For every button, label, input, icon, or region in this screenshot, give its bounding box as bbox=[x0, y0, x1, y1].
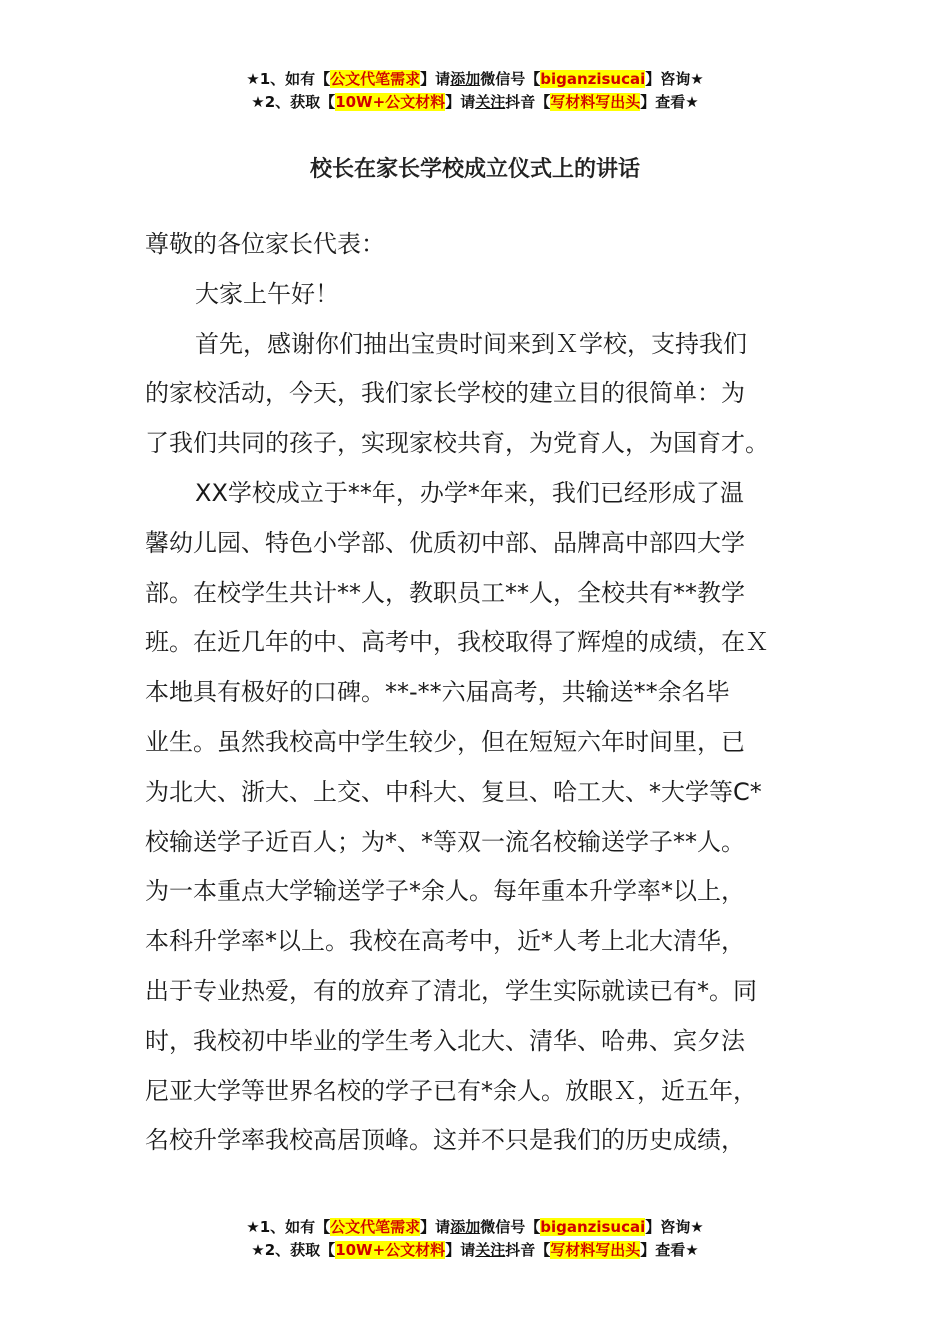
banner-underline-follow: 关注 bbox=[475, 1241, 506, 1259]
banner-line-1: ★1、如有【公文代笔需求】请添加微信号【biganzisucai】咨询★ bbox=[246, 1218, 704, 1236]
banner-highlight-service: 公文代笔需求 bbox=[330, 1218, 421, 1236]
banner-line-2: ★2、获取【10W+公文材料】请关注抖音【写材料写出头】查看★ bbox=[251, 93, 699, 111]
banner-highlight-wechat-id: biganzisucai bbox=[540, 1218, 646, 1236]
body-line: 了我们共同的孩子，实现家校共育，为党育人，为国育才。 bbox=[145, 429, 769, 458]
banner-underline-follow: 关注 bbox=[475, 93, 506, 111]
banner-highlight-wechat-id: biganzisucai bbox=[540, 70, 646, 88]
body-line: 业生。虽然我校高中学生较少，但在短短六年时间里，已 bbox=[145, 727, 745, 756]
header-banner bbox=[0, 68, 950, 114]
banner-line-2: ★2、获取【10W+公文材料】请关注抖音【写材料写出头】查看★ bbox=[251, 1241, 699, 1259]
body-line: 为一本重点大学输送学子*余人。每年重本升学率*以上， bbox=[145, 877, 745, 906]
banner-highlight-materials: 10W+公文材料 bbox=[335, 93, 446, 111]
body-line: 校输送学子近百人；为*、*等双一流名校输送学子**人。 bbox=[145, 827, 745, 856]
document-title: 校长在家长学校成立仪式上的讲话 bbox=[309, 157, 640, 182]
body-line: 出于专业热爱，有的放弃了清北，学生实际就读已有*。同 bbox=[145, 976, 757, 1005]
body-line: 部。在校学生共计**人，教职员工**人，全校共有**教学 bbox=[145, 578, 745, 607]
banner-highlight-douyin: 写材料写出头 bbox=[550, 1241, 641, 1259]
banner-highlight-douyin: 写材料写出头 bbox=[550, 93, 641, 111]
greeting: 大家上午好！ bbox=[195, 279, 339, 308]
body-line: 首先，感谢你们抽出宝贵时间来到Ｘ学校，支持我们 bbox=[195, 329, 747, 358]
banner-highlight-service: 公文代笔需求 bbox=[330, 70, 421, 88]
body-line: 为北大、浙大、上交、中科大、复旦、哈工大、*大学等C* bbox=[145, 777, 762, 806]
body-line: 馨幼儿园、特色小学部、优质初中部、品牌高中部四大学 bbox=[145, 528, 745, 557]
body-line: XX学校成立于**年，办学*年来，我们已经形成了温 bbox=[195, 478, 744, 507]
document-body bbox=[145, 220, 810, 1166]
body-line: 本科升学率*以上。我校在高考中，近*人考上北大清华， bbox=[145, 927, 745, 956]
banner-highlight-materials: 10W+公文材料 bbox=[335, 1241, 446, 1259]
body-line: 的家校活动，今天，我们家长学校的建立目的很简单：为 bbox=[145, 379, 745, 408]
body-line: 名校升学率我校高居顶峰。这并不只是我们的历史成绩， bbox=[145, 1126, 745, 1155]
banner-underline-add: 添加 bbox=[450, 1218, 481, 1236]
footer-banner bbox=[0, 1216, 950, 1262]
banner-underline-add: 添加 bbox=[450, 70, 481, 88]
body-line: 班。在近几年的中、高考中，我校取得了辉煌的成绩，在Ｘ bbox=[145, 628, 769, 657]
banner-line-1: ★1、如有【公文代笔需求】请添加微信号【biganzisucai】咨询★ bbox=[246, 70, 704, 88]
body-line: 时，我校初中毕业的学生考入北大、清华、哈弗、宾夕法 bbox=[145, 1026, 745, 1055]
body-line: 本地具有极好的口碑。**-**六届高考，共输送**余名毕 bbox=[145, 678, 730, 707]
body-line: 尼亚大学等世界名校的学子已有*余人。放眼Ｘ，近五年， bbox=[145, 1076, 757, 1105]
salutation: 尊敬的各位家长代表： bbox=[145, 230, 385, 258]
